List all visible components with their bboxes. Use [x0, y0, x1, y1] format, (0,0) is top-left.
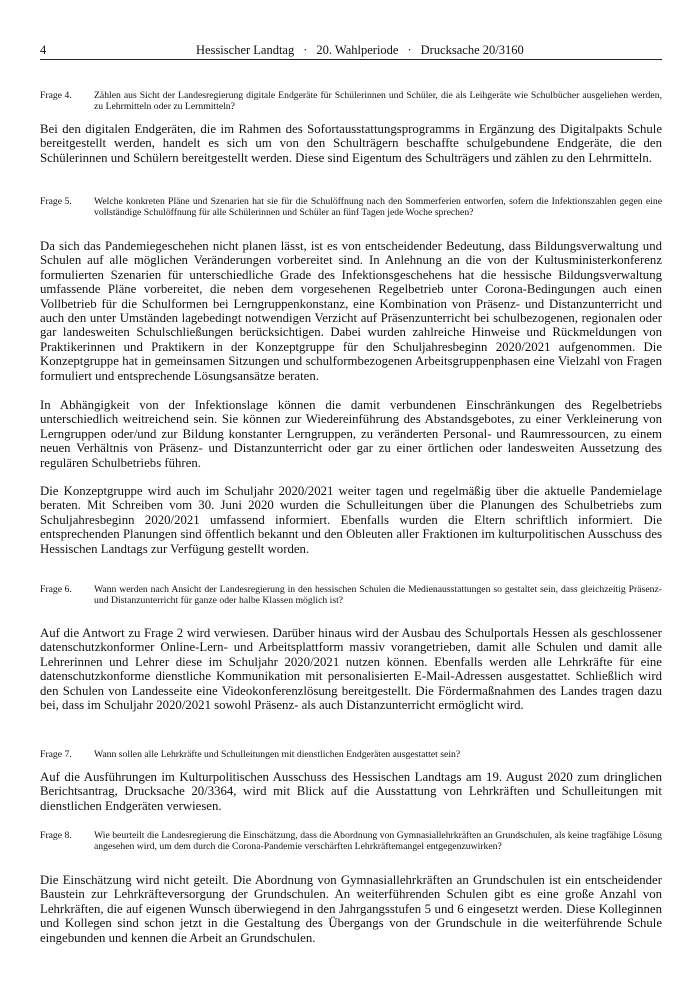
page-number: 4: [40, 43, 47, 57]
answer-paragraph: Da sich das Pandemiegeschehen nicht planen lässt, ist es von entscheidender Bedeutung, dass Bildungsverwaltung und Schulen auf alle möglichen Veränderungen vorbereitet sind. In Anlehnung an die von der Kultusministerkonferenz formulierten Szenarien für unterschiedliche Grade des Infektionsgeschehens hat die hessische Bildungsverwaltung umfassende Pläne vorbereitet, die neben dem vorgesehenen Regelbetrieb unter Corona-Bedingungen auch einen Vollbetrieb für die Schulformen bei Lerngruppenkonstanz, eine Kombination von Präsenz- und Distanzunterricht und auch den unter Umständen lagebedingt notwendigen Verzicht auf Präsenzunterricht bei schulbezogenen, regionalen oder gar landesweiten Schulschließungen berücksichtigen. Dabei wurden zahlreiche Hinweise und Rückmeldungen von Praktikerinnen und Praktikern in der Konzeptgruppe für den Schuljahresbeginn 2020/2021 aufgenommen. Die Konzeptgruppe hat in gemeinsamen Sitzungen und schulformbezogenen Arbeitsgruppenphasen eine Vielzahl von Fragen formuliert und entsprechende Lösungsansätze beraten.: [40, 239, 662, 383]
question-label: Frage 8.: [40, 830, 72, 841]
header-separator: ·: [407, 43, 412, 57]
header-separator: ·: [303, 43, 308, 57]
header-rule: [40, 59, 662, 60]
question-text: Wie beurteilt die Landesregierung die Einschätzung, dass die Abordnung von Gymnasiallehrkräften an Grundschulen, als keine tragfähige Lösung angesehen wird, um dem durch die Corona-Pandemie verschärften Lehrkräftemangel entgegenzuwirken?: [94, 830, 662, 853]
header-publisher: Hessischer Landtag: [196, 43, 295, 57]
header-document-number: Drucksache 20/3160: [420, 43, 524, 57]
answer-paragraph: Die Einschätzung wird nicht geteilt. Die Abordnung von Gymnasiallehrkräften an Grundschulen ist ein entscheidender Baustein zur Lehrkräfteversorgung der Grundschulen. An weiterführenden Schulen gibt es eine große Anzahl von Lehrkräften, die auf eigenen Wunsch überwiegend in den Jahrgangsstufen 5 und 6 eingesetzt werden. Diese Kolleginnen und Kollegen sind schon jetzt in die Gestaltung des Übergangs von der Grundschule in die weiterführende Schule eingebunden und kennen die Arbeit an Grundschulen.: [40, 873, 662, 945]
answer-paragraph: Bei den digitalen Endgeräten, die im Rahmen des Sofortausstattungsprogramms in Ergänzung des Digitalpakts Schule bereitgestellt werden, handelt es sich um von den Schulträgern beschaffte schulgebundene Endgeräte, die den Schülerinnen und Schülern bereitgestellt werden. Diese sind Eigentum des Schulträgers und zählen zu den Lehrmitteln.: [40, 122, 662, 165]
question-text: Zählen aus Sicht der Landesregierung digitale Endgeräte für Schülerinnen und Schüler, die als Leihgeräte wie Schulbücher ausgeliehen werden, zu Lehrmitteln oder zu Lernmitteln?: [94, 90, 662, 113]
answer-paragraph: Auf die Antwort zu Frage 2 wird verwiesen. Darüber hinaus wird der Ausbau des Schulportals Hessen als geschlossener datenschutzkonformer Online-Lern- und Arbeitsplattform massiv vorangetrieben, damit alle Schulen und damit alle Lehrerinnen und Lehrer diese im Schuljahr 2020/2021 nutzen können. Ebenfalls werden alle Lehrkräfte für eine datenschutzkonforme dienstliche Kommunikation mit personalisierten E-Mail-Adressen ausgestattet. Schließlich wird den Schulen von Landesseite eine Videokonferenzlösung bereitgestellt. Die Fördermaßnahmen des Landes tragen dazu bei, dass im Schuljahr 2020/2021 sowohl Präsenz- als auch Distanzunterricht ermöglicht wird.: [40, 626, 662, 713]
question-text: Wann werden nach Ansicht der Landesregierung in den hessischen Schulen die Medienausstattungen so gestaltet sein, dass gleichzeitig Präsenz- und Distanzunterricht für ganze oder halbe Klassen möglich ist?: [94, 584, 662, 607]
question-label: Frage 5.: [40, 196, 72, 207]
header-runner: [196, 41, 524, 59]
running-header: [40, 41, 662, 59]
question-text: Welche konkreten Pläne und Szenarien hat sie für die Schulöffnung nach den Sommerferien entworfen, sofern die Infektionszahlen gegen eine vollständige Schulöffnung für alle Schülerinnen und Schüler an fünf Tagen jede Woche sprechen?: [94, 196, 662, 219]
question-label: Frage 7.: [40, 749, 72, 760]
question-text: Wann sollen alle Lehrkräfte und Schulleitungen mit dienstlichen Endgeräten ausgestattet sein?: [94, 749, 461, 760]
question-label: Frage 6.: [40, 584, 72, 595]
question-label: Frage 4.: [40, 90, 72, 101]
answer-paragraph: Die Konzeptgruppe wird auch im Schuljahr 2020/2021 weiter tagen und regelmäßig über die aktuelle Pandemielage beraten. Mit Schreiben vom 30. Juni 2020 wurden die Schulleitungen über die Planungen des Schulbetriebs zum Schuljahresbeginn 2020/2021 umfassend informiert. Ebenfalls wurden die Eltern schriftlich informiert. Die entsprechenden Planungen sind öffentlich bekannt und den Obleuten aller Fraktionen im kulturpolitischen Ausschuss des Hessischen Landtags zur Verfügung gestellt worden.: [40, 484, 662, 556]
answer-paragraph: Auf die Ausführungen im Kulturpolitischen Ausschuss des Hessischen Landtags am 19. August 2020 zum dringlichen Berichtsantrag, Drucksache 20/3364, wird mit Blick auf die Ausstattung von Lehrkräften und Schulleitungen mit dienstlichen Endgeräten verwiesen.: [40, 770, 662, 813]
answer-paragraph: In Abhängigkeit von der Infektionslage können die damit verbundenen Einschränkungen des Regelbetriebs unterschiedlich weitreichend sein. Sie können zur Wiedereinführung des Abstandsgebotes, zu einer Verkleinerung von Lerngruppen oder/und zur Bildung konstanter Lerngruppen, zu veränderten Personal- und Raumressourcen, zu einem neuen Verhältnis von Präsenz- und Distanzunterricht oder gar zu einer örtlichen oder landesweiten Aussetzung des regulären Schulbetriebs führen.: [40, 398, 662, 470]
header-period: 20. Wahlperiode: [316, 43, 399, 57]
